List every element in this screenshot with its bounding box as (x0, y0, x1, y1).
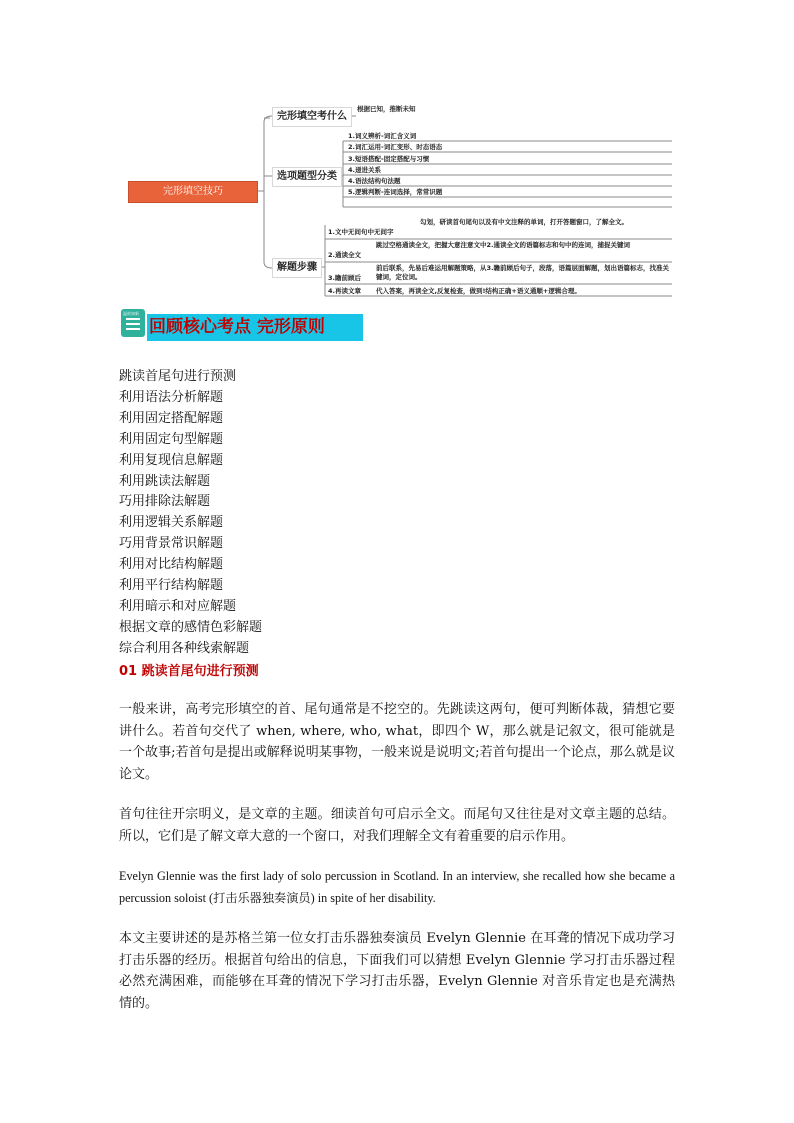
mind-map (0, 0, 794, 305)
list-item: 利用跳读法解题 (119, 473, 211, 489)
list-item: 利用固定搭配解题 (119, 410, 224, 426)
leaf-item: 1.词义辨析-词汇含义词 (348, 132, 417, 140)
step-label: 2.通读全文 (328, 251, 361, 259)
paragraph-analysis: 本文主要讲述的是苏格兰第一位女打击乐器独奏演员 Evelyn Glennie 在耳聋的情况下成功学习打击乐器的经历。根据首句给出的信息，下面我们可以猜想 Evelyn Glennie 学习打击乐器过程必然充满困难，而能够在耳聋的情况下学习打击乐器，Evelyn Glennie 对音乐肯定也是充满热情的。 (119, 931, 675, 1011)
list-item: 利用语法分析解题 (119, 389, 224, 405)
list-item: 利用暗示和对应解题 (119, 598, 237, 614)
paragraph-example: Evelyn Glennie was the first lady of solo percussion in Scotland. In an interview, she recalled how she became a percussion soloist (打击乐器独奏演员) in spite of her disability. (119, 869, 675, 905)
step-description: 勾划，研读首句尾句以及有中文注释的单词，打开答题窗口，了解全文。 (420, 218, 628, 226)
list-item: 利用对比结构解题 (119, 557, 224, 573)
step-label: 4.再读文章 (328, 287, 361, 295)
category-what-is-tested: 完形填空考什么 (272, 107, 352, 127)
list-item: 根据文章的感情色彩解题 (119, 619, 263, 635)
list-item: 综合利用各种线索解题 (119, 640, 250, 656)
list-item: 利用平行结构解题 (119, 578, 224, 594)
paragraph-first-sentence: 首句往往开宗明义，是文章的主题。细读首句可启示全文。而尾句又往往是对文章主题的总结。所以，它们是了解文章大意的一个窗口，对我们理解全文有着重要的启示作用。 (119, 807, 675, 844)
leaf-item: 根据已知，推断未知 (357, 105, 416, 113)
list-item: 巧用背景常识解题 (119, 536, 224, 552)
step-description: 跳过空格通读全文，把握大意注意文中2.通读全文的语篇标志和句中的连词，捕捉关键词 (376, 241, 630, 249)
step-label: 3.瞻前顾后 (328, 274, 361, 282)
banner-title: 回顾核心考点 完形原则 (147, 314, 363, 341)
leaf-item: 5.逻辑判断-连词选择，常常识题 (348, 188, 443, 196)
step-label: 1.文中无间句中无间字 (328, 228, 394, 236)
list-item: 巧用排除法解题 (119, 494, 211, 510)
mind-map-root: 完形填空技巧 (128, 181, 258, 203)
leaf-item: 4.语法结构句法题 (348, 177, 401, 185)
category-option-types: 选项题型分类 (272, 167, 342, 187)
list-item: 利用固定句型解题 (119, 431, 224, 447)
leaf-item: 4.递进关系 (348, 166, 381, 174)
leaf-item: 3.短语搭配-固定搭配与习惯 (348, 155, 430, 163)
list-item: 利用逻辑关系解题 (119, 515, 224, 531)
badge-tag: 温故知新 (123, 311, 139, 316)
leaf-item: 2.词汇运用-词汇变形、时态语态 (348, 143, 443, 151)
method-list (119, 367, 262, 660)
step-description: 前后联系，先易后难运用解题策略，从3.瞻前顾后句子，段落，语篇层面解题，划出语篇标志，找准关键词，定位词。 (376, 264, 669, 281)
list-item: 跳读首尾句进行预测 (119, 369, 237, 384)
step-description: 代入答案，再读全文,反复检查，做到!结构正确+语义通顺+逻辑合理。 (376, 287, 581, 295)
notebook-icon (121, 309, 145, 337)
paragraph-intro: 一般来讲，高考完形填空的首、尾句通常是不挖空的。先跳读这两句，便可判断体裁，猜想它要讲什么。若首句交代了 when, where, who, what，即四个 W，那么就是记叙文，很可能就是一个故事;若首句是提出或解释说明某事物，一般来说是说明文;若首句提出一个论点，那么就是议论文。 (119, 702, 675, 782)
category-solving-steps: 解题步骤 (272, 258, 322, 278)
list-item: 利用复现信息解题 (119, 452, 224, 468)
section-heading: 01 跳读首尾句进行预测 (119, 664, 259, 679)
